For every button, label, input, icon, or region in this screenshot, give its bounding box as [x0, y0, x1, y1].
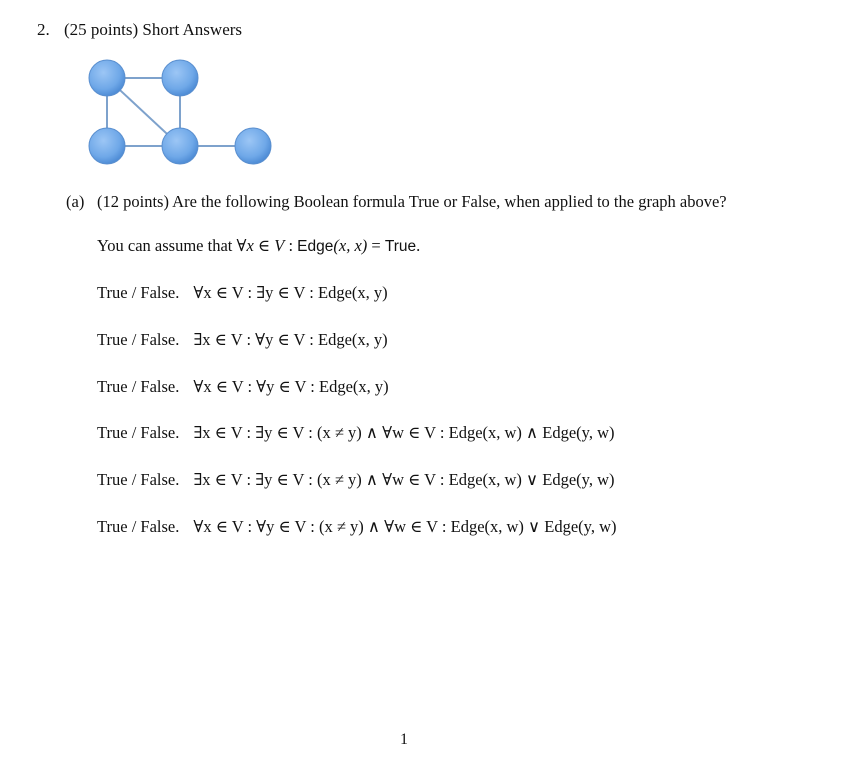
assume-args: (x, x) [333, 236, 368, 255]
formula-item [97, 377, 389, 397]
node-4 [162, 128, 198, 164]
assume-prefix: You can assume that ∀ [97, 236, 247, 255]
formula: ∀x ∈ V : ∀y ∈ V : Edge(x, y) [193, 377, 389, 396]
question-title: (25 points) Short Answers [64, 20, 243, 39]
node-1 [89, 60, 125, 96]
formula-item [97, 470, 614, 490]
formula: ∃x ∈ V : ∃y ∈ V : (x ≠ y) ∧ ∀w ∈ V : Edge(x, w) ∧ Edge(y, w) [193, 423, 615, 442]
assume-true: True [384, 238, 417, 255]
formula-item [97, 283, 388, 303]
part-a-prompt: (12 points) Are the following Boolean formula True or False, when applied to the graph above? [97, 192, 727, 211]
part-a [66, 191, 786, 213]
formula: ∀x ∈ V : ∃y ∈ V : Edge(x, y) [193, 283, 388, 302]
formula-item [97, 423, 614, 443]
assume-end: . [416, 236, 421, 255]
true-false-label: True / False. [97, 283, 180, 302]
formula: ∀x ∈ V : ∀y ∈ V : (x ≠ y) ∧ ∀w ∈ V : Edge(x, w) ∨ Edge(y, w) [193, 517, 617, 536]
assume-colon: : [284, 236, 298, 255]
assumption [97, 236, 420, 256]
node-3 [89, 128, 125, 164]
assume-eq: = [367, 236, 385, 255]
node-2 [162, 60, 198, 96]
true-false-label: True / False. [97, 330, 180, 349]
assume-edge: Edge [297, 238, 334, 255]
true-false-label: True / False. [97, 470, 180, 489]
node-5 [235, 128, 271, 164]
true-false-label: True / False. [97, 517, 180, 536]
assume-var: x [246, 236, 254, 255]
assume-set: V [274, 236, 285, 255]
graph-diagram [86, 58, 276, 168]
page-number: 1 [400, 731, 408, 748]
assume-in: ∈ [253, 236, 275, 255]
formula: ∃x ∈ V : ∃y ∈ V : (x ≠ y) ∧ ∀w ∈ V : Edge(x, w) ∨ Edge(y, w) [193, 470, 615, 489]
true-false-label: True / False. [97, 377, 180, 396]
question-heading [37, 20, 242, 40]
formula-item [97, 330, 388, 350]
part-a-label: (a) [66, 192, 85, 211]
formula-item [97, 517, 617, 537]
formula: ∃x ∈ V : ∀y ∈ V : Edge(x, y) [193, 330, 388, 349]
true-false-label: True / False. [97, 423, 180, 442]
question-number: 2. [37, 20, 50, 39]
